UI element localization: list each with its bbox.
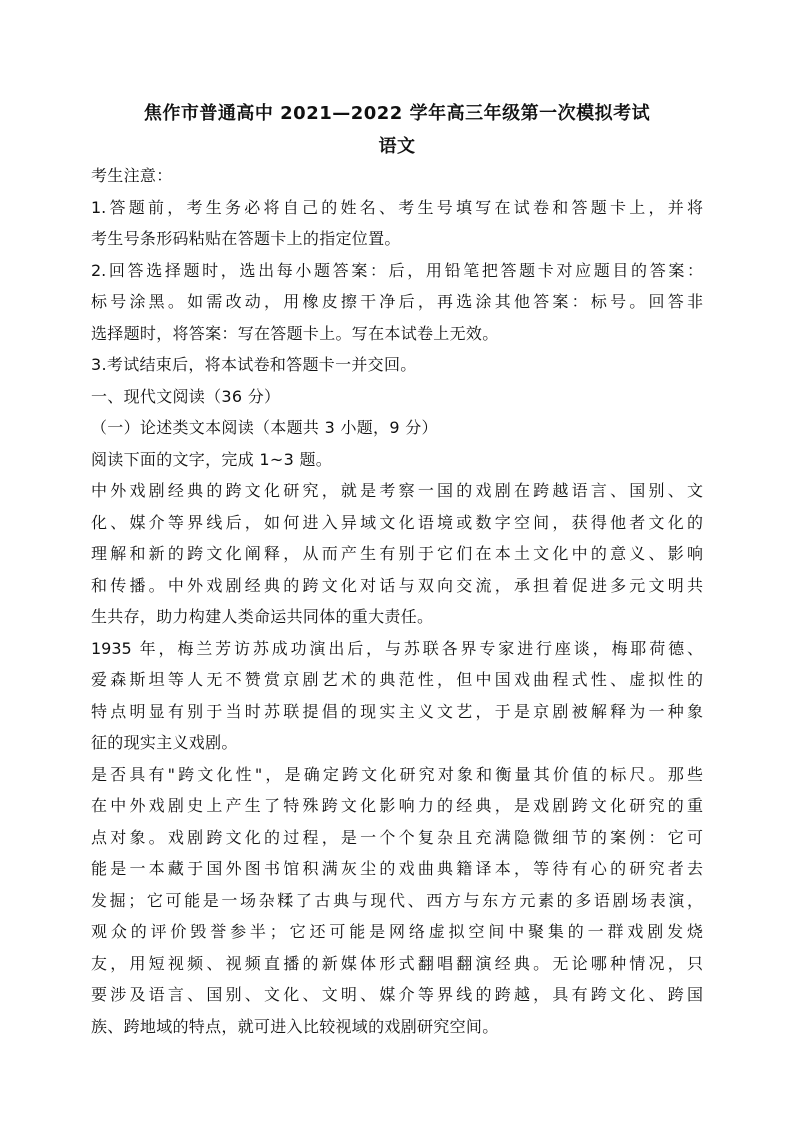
text-line: 点对象。戏剧跨文化的过程，是一个个复杂且充满隐微细节的案例：它可 <box>91 827 703 847</box>
text-line: 化、媒介等界线后，如何进入异域文化语境或数字空间，获得他者文化的 <box>91 512 703 532</box>
text-line: 是否具有"跨文化性"，是确定跨文化研究对象和衡量其价值的标尺。那些 <box>91 764 703 784</box>
text-line: 能是一本藏于国外图书馆积满灰尘的戏曲典籍译本，等待有心的研究者去 <box>91 859 703 878</box>
text-line: 选择题时，将答案：写在答题卡上。写在本试卷上无效。 <box>91 323 499 343</box>
text-line: 征的现实主义戏剧。 <box>91 733 238 752</box>
text-line: 理解和新的跨文化阐释，从而产生有别于它们在本土文化中的意义、影响 <box>91 544 703 563</box>
text-line: 特点明显有别于当时苏联提倡的现实主义文艺，于是京剧被解释为一种象 <box>91 701 703 721</box>
text-line: 族、跨地域的特点，就可进入比较视域的戏剧研究空间。 <box>91 1016 499 1036</box>
text-line: 友，用短视频、视频直播的新媒体形式翻唱翻演经典。无论哪种情况，只 <box>91 953 703 973</box>
text-line: 1935 年，梅兰芳访苏成功演出后，与苏联各界专家进行座谈，梅耶荷德、 <box>91 638 703 658</box>
text-line: 发掘；它可能是一场杂糅了古典与现代、西方与东方元素的多语剧场表演， <box>91 890 703 910</box>
text-line: 生共存，助力构建人类命运共同体的重大责任。 <box>91 607 434 626</box>
text-line: 考生注意： <box>91 166 173 185</box>
text-line: 阅读下面的文字，完成 1~3 题。 <box>91 449 333 469</box>
exam-body <box>91 160 703 1042</box>
text-line: 2.回答选择题时，选出每小题答案：后，用铅笔把答题卡对应题目的答案： <box>91 260 703 280</box>
text-line: 标号涂黑。如需改动，用橡皮擦干净后，再选涂其他答案：标号。回答非 <box>91 292 703 311</box>
exam-title: 焦作市普通高中 2021—2022 学年高三年级第一次模拟考试 <box>143 103 651 124</box>
text-line: 和传播。中外戏剧经典的跨文化对话与双向交流，承担着促进多元文明共 <box>91 575 703 595</box>
text-line: 一、现代文阅读（36 分） <box>91 386 281 406</box>
text-line: 要涉及语言、国别、文化、文明、媒介等界线的跨越，具有跨文化、跨国 <box>91 985 703 1004</box>
text-line: 1.答题前，考生务必将自己的姓名、考生号填写在试卷和答题卡上，并将 <box>91 197 703 217</box>
text-line: 考生号条形码粘贴在答题卡上的指定位置。 <box>91 229 401 248</box>
text-line: （一）论述类文本阅读（本题共 3 小题，9 分） <box>91 418 438 437</box>
text-line: 爱森斯坦等人无不赞赏京剧艺术的典范性，但中国戏曲程式性、虚拟性的 <box>91 670 703 689</box>
text-line: 在中外戏剧史上产生了特殊跨文化影响力的经典，是戏剧跨文化研究的重 <box>91 796 703 815</box>
text-line: 3.考试结束后，将本试卷和答题卡一并交回。 <box>91 355 417 374</box>
subject-title: 语文 <box>378 136 416 157</box>
text-line: 观众的评价毁誉参半；它还可能是网络虚拟空间中聚集的一群戏剧发烧 <box>91 922 703 941</box>
text-line: 中外戏剧经典的跨文化研究，就是考察一国的戏剧在跨越语言、国别、文 <box>91 481 703 500</box>
